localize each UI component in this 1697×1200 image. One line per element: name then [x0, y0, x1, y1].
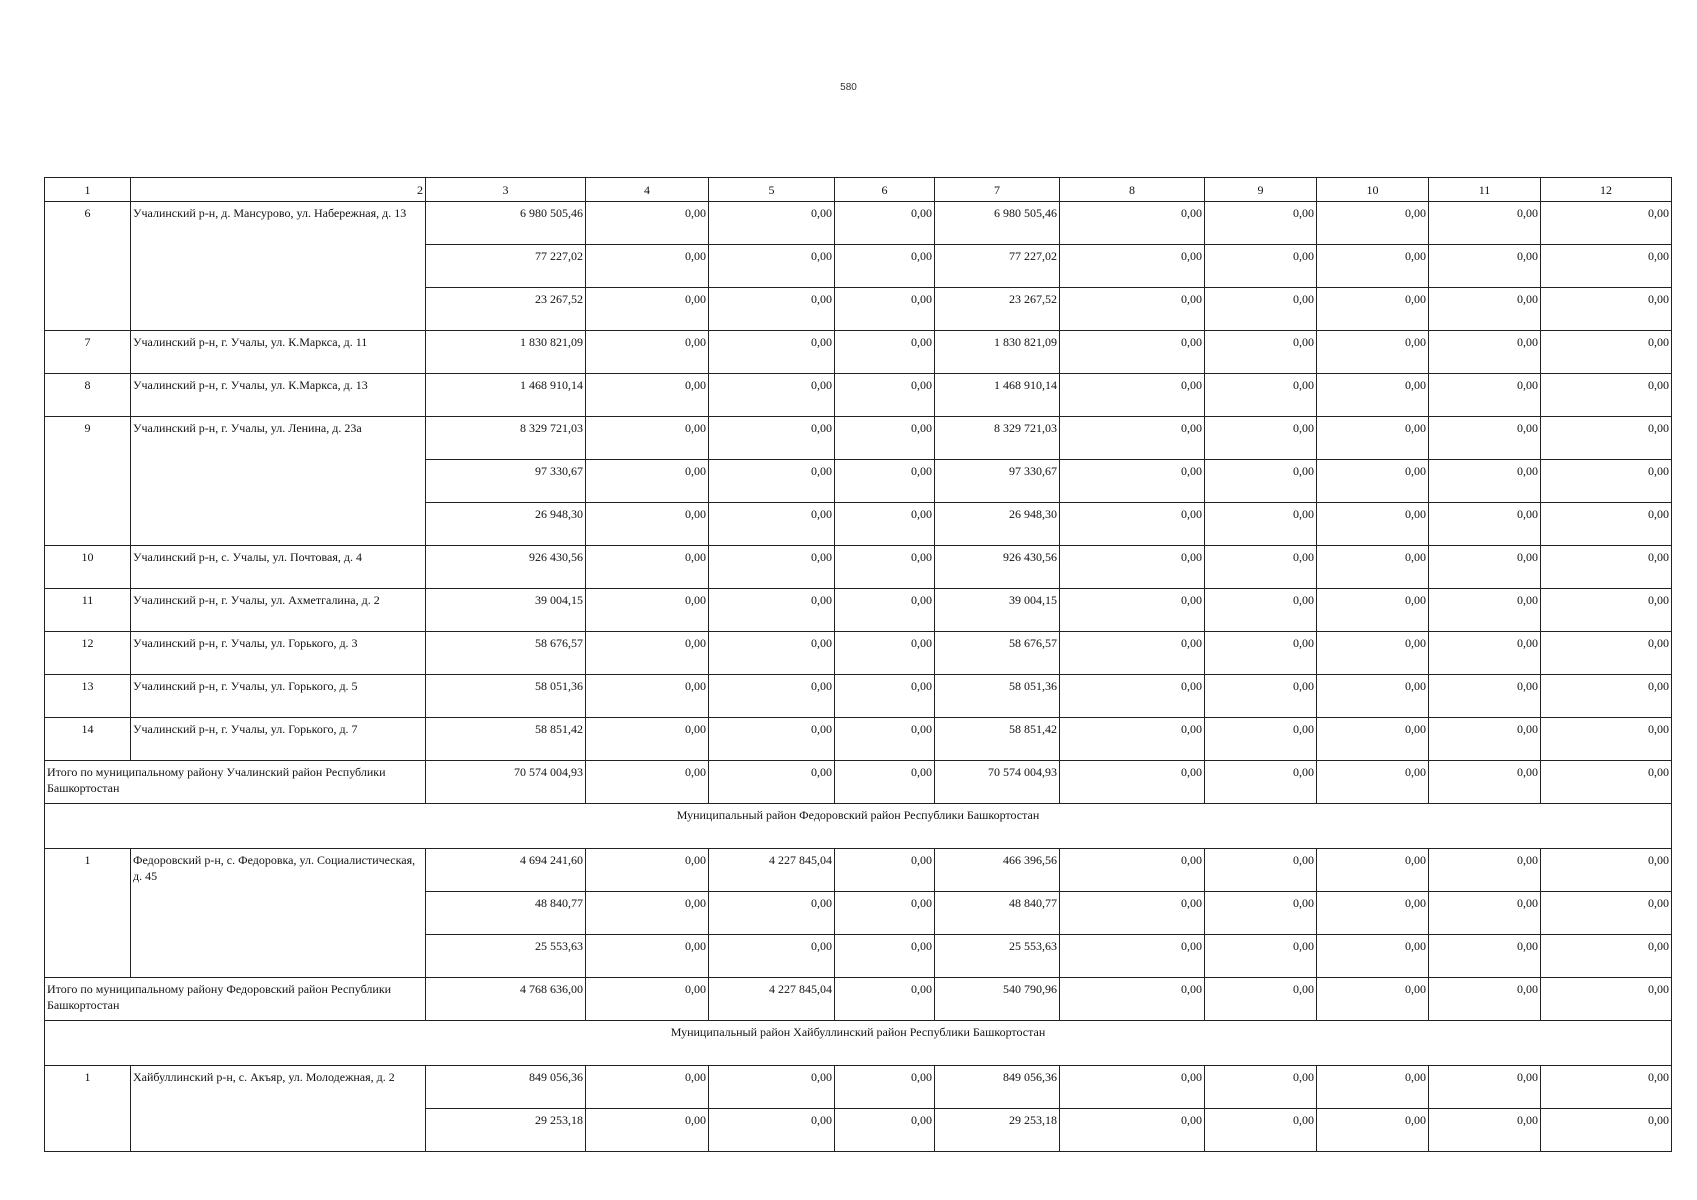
amount-cell: 0,00: [1060, 1066, 1205, 1109]
amount-cell: 0,00: [709, 675, 835, 718]
amount-cell: 0,00: [1541, 675, 1672, 718]
amount-cell: 0,00: [709, 417, 835, 460]
amount-cell: 0,00: [586, 460, 709, 503]
table-row: [45, 718, 1672, 761]
amount-cell: 0,00: [835, 675, 935, 718]
amount-cell: 0,00: [1541, 417, 1672, 460]
section-title: Муниципальный район Хайбуллинский район Республики Башкортостан: [45, 1021, 1672, 1066]
amount-cell: 0,00: [1429, 503, 1541, 546]
amount-cell: 0,00: [1060, 978, 1205, 1021]
object-address: Учалинский р-н, г. Учалы, ул. К.Маркса, д. 11: [131, 331, 426, 374]
amount-cell: 849 056,36: [935, 1066, 1060, 1109]
amount-cell: 0,00: [1541, 892, 1672, 935]
amount-cell: 0,00: [709, 331, 835, 374]
amount-cell: 25 553,63: [935, 935, 1060, 978]
object-address: Учалинский р-н, г. Учалы, ул. К.Маркса, д. 13: [131, 374, 426, 417]
amount-cell: 97 330,67: [426, 460, 586, 503]
amount-cell: 0,00: [1429, 632, 1541, 675]
amount-cell: 0,00: [586, 417, 709, 460]
amount-cell: 0,00: [1317, 417, 1429, 460]
amount-cell: 0,00: [835, 849, 935, 892]
amount-cell: 849 056,36: [426, 1066, 586, 1109]
amount-cell: 0,00: [1060, 546, 1205, 589]
column-header: 4: [586, 178, 709, 202]
column-header: 9: [1205, 178, 1317, 202]
amount-cell: 0,00: [1541, 503, 1672, 546]
amount-cell: 0,00: [1317, 761, 1429, 804]
amount-cell: 0,00: [1060, 935, 1205, 978]
amount-cell: 0,00: [709, 503, 835, 546]
amount-cell: 0,00: [1317, 288, 1429, 331]
amount-cell: 70 574 004,93: [426, 761, 586, 804]
amount-cell: 0,00: [586, 1066, 709, 1109]
object-address: Федоровский р-н, с. Федоровка, ул. Социалистическая, д. 45: [131, 849, 426, 978]
amount-cell: 0,00: [1060, 417, 1205, 460]
amount-cell: 0,00: [1060, 849, 1205, 892]
row-number: 10: [45, 546, 131, 589]
amount-cell: 0,00: [1205, 1109, 1317, 1152]
total-label: Итого по муниципальному району Учалинский район Республики Башкортостан: [45, 761, 426, 804]
row-number: 14: [45, 718, 131, 761]
amount-cell: 97 330,67: [935, 460, 1060, 503]
table-body: [45, 178, 1672, 1152]
amount-cell: 0,00: [835, 374, 935, 417]
amount-cell: 25 553,63: [426, 935, 586, 978]
amount-cell: 0,00: [1060, 761, 1205, 804]
column-header: 10: [1317, 178, 1429, 202]
table-row: [45, 546, 1672, 589]
object-address: Учалинский р-н, с. Учалы, ул. Почтовая, д. 4: [131, 546, 426, 589]
amount-cell: 0,00: [1205, 849, 1317, 892]
amount-cell: 0,00: [835, 935, 935, 978]
amount-cell: 0,00: [835, 417, 935, 460]
amount-cell: 0,00: [835, 761, 935, 804]
total-row: [45, 761, 1672, 804]
row-number: 12: [45, 632, 131, 675]
amount-cell: 0,00: [1205, 632, 1317, 675]
amount-cell: 1 830 821,09: [935, 331, 1060, 374]
amount-cell: 0,00: [1317, 374, 1429, 417]
amount-cell: 4 227 845,04: [709, 849, 835, 892]
amount-cell: 0,00: [586, 288, 709, 331]
data-table: [44, 177, 1672, 1152]
amount-cell: 926 430,56: [426, 546, 586, 589]
amount-cell: 0,00: [586, 1109, 709, 1152]
amount-cell: 0,00: [1317, 675, 1429, 718]
column-header: 5: [709, 178, 835, 202]
amount-cell: 0,00: [1429, 245, 1541, 288]
amount-cell: 1 830 821,09: [426, 331, 586, 374]
table-row: [45, 202, 1672, 245]
amount-cell: 0,00: [835, 460, 935, 503]
amount-cell: 0,00: [709, 202, 835, 245]
amount-cell: 0,00: [1429, 935, 1541, 978]
amount-cell: 0,00: [586, 978, 709, 1021]
amount-cell: 0,00: [709, 892, 835, 935]
amount-cell: 0,00: [1541, 374, 1672, 417]
amount-cell: 23 267,52: [935, 288, 1060, 331]
amount-cell: 0,00: [586, 935, 709, 978]
amount-cell: 1 468 910,14: [426, 374, 586, 417]
amount-cell: 0,00: [835, 978, 935, 1021]
row-number: 11: [45, 589, 131, 632]
amount-cell: 0,00: [1060, 1109, 1205, 1152]
amount-cell: 29 253,18: [426, 1109, 586, 1152]
amount-cell: 0,00: [1205, 546, 1317, 589]
amount-cell: 0,00: [1317, 849, 1429, 892]
amount-cell: 0,00: [835, 288, 935, 331]
amount-cell: 0,00: [586, 374, 709, 417]
header-row: [45, 178, 1672, 202]
page-number: 580: [840, 82, 857, 93]
amount-cell: 58 051,36: [426, 675, 586, 718]
amount-cell: 0,00: [1205, 288, 1317, 331]
amount-cell: 0,00: [1060, 460, 1205, 503]
amount-cell: 0,00: [835, 503, 935, 546]
section-header-row: [45, 804, 1672, 849]
amount-cell: 0,00: [586, 202, 709, 245]
amount-cell: 0,00: [1205, 417, 1317, 460]
amount-cell: 0,00: [586, 546, 709, 589]
amount-cell: 0,00: [1429, 202, 1541, 245]
amount-cell: 0,00: [709, 460, 835, 503]
amount-cell: 0,00: [586, 849, 709, 892]
row-number: 6: [45, 202, 131, 331]
object-address: Учалинский р-н, г. Учалы, ул. Горького, д. 7: [131, 718, 426, 761]
amount-cell: 0,00: [1060, 675, 1205, 718]
amount-cell: 0,00: [1429, 1066, 1541, 1109]
amount-cell: 0,00: [1317, 546, 1429, 589]
amount-cell: 0,00: [1541, 761, 1672, 804]
amount-cell: 48 840,77: [935, 892, 1060, 935]
amount-cell: 23 267,52: [426, 288, 586, 331]
object-address: Хайбуллинский р-н, с. Акъяр, ул. Молодежная, д. 2: [131, 1066, 426, 1152]
amount-cell: 0,00: [835, 632, 935, 675]
amount-cell: 0,00: [1205, 503, 1317, 546]
amount-cell: 0,00: [1541, 546, 1672, 589]
column-header: 8: [1060, 178, 1205, 202]
object-address: Учалинский р-н, г. Учалы, ул. Ленина, д. 23а: [131, 417, 426, 546]
amount-cell: 0,00: [586, 675, 709, 718]
amount-cell: 58 676,57: [426, 632, 586, 675]
amount-cell: 0,00: [1205, 675, 1317, 718]
object-address: Учалинский р-н, г. Учалы, ул. Горького, д. 3: [131, 632, 426, 675]
amount-cell: 4 694 241,60: [426, 849, 586, 892]
amount-cell: 0,00: [835, 1066, 935, 1109]
amount-cell: 0,00: [1429, 460, 1541, 503]
total-row: [45, 978, 1672, 1021]
amount-cell: 0,00: [1429, 288, 1541, 331]
amount-cell: 0,00: [1541, 935, 1672, 978]
amount-cell: 0,00: [1429, 978, 1541, 1021]
amount-cell: 0,00: [1317, 331, 1429, 374]
amount-cell: 0,00: [1317, 589, 1429, 632]
amount-cell: 0,00: [1317, 460, 1429, 503]
object-address: Учалинский р-н, д. Мансурово, ул. Набережная, д. 13: [131, 202, 426, 331]
amount-cell: 0,00: [1541, 202, 1672, 245]
amount-cell: 0,00: [1541, 978, 1672, 1021]
amount-cell: 0,00: [709, 288, 835, 331]
amount-cell: 0,00: [709, 589, 835, 632]
amount-cell: 8 329 721,03: [935, 417, 1060, 460]
amount-cell: 0,00: [1205, 202, 1317, 245]
table-row: [45, 589, 1672, 632]
row-number: 1: [45, 1066, 131, 1152]
amount-cell: 8 329 721,03: [426, 417, 586, 460]
amount-cell: 58 051,36: [935, 675, 1060, 718]
amount-cell: 0,00: [1060, 632, 1205, 675]
amount-cell: 466 396,56: [935, 849, 1060, 892]
amount-cell: 0,00: [586, 503, 709, 546]
row-number: 9: [45, 417, 131, 546]
amount-cell: 0,00: [1317, 632, 1429, 675]
amount-cell: 0,00: [709, 1066, 835, 1109]
amount-cell: 0,00: [1205, 1066, 1317, 1109]
amount-cell: 0,00: [1541, 589, 1672, 632]
amount-cell: 0,00: [835, 1109, 935, 1152]
total-label: Итого по муниципальному району Федоровский район Республики Башкортостан: [45, 978, 426, 1021]
amount-cell: 0,00: [1060, 503, 1205, 546]
amount-cell: 540 790,96: [935, 978, 1060, 1021]
amount-cell: 0,00: [1541, 1066, 1672, 1109]
column-header: 6: [835, 178, 935, 202]
amount-cell: 0,00: [709, 1109, 835, 1152]
table-row: [45, 1066, 1672, 1109]
amount-cell: 0,00: [709, 761, 835, 804]
amount-cell: 0,00: [586, 245, 709, 288]
amount-cell: 0,00: [1317, 718, 1429, 761]
amount-cell: 58 851,42: [426, 718, 586, 761]
amount-cell: 39 004,15: [426, 589, 586, 632]
amount-cell: 0,00: [1429, 374, 1541, 417]
row-number: 1: [45, 849, 131, 978]
amount-cell: 0,00: [1429, 417, 1541, 460]
object-address: Учалинский р-н, г. Учалы, ул. Горького, д. 5: [131, 675, 426, 718]
column-header: 2: [131, 178, 426, 202]
column-header: 1: [45, 178, 131, 202]
amount-cell: 0,00: [1205, 245, 1317, 288]
amount-cell: 0,00: [1317, 202, 1429, 245]
amount-cell: 0,00: [1317, 892, 1429, 935]
amount-cell: 0,00: [1060, 892, 1205, 935]
amount-cell: 0,00: [1205, 935, 1317, 978]
section-header-row: [45, 1021, 1672, 1066]
table-row: [45, 849, 1672, 892]
amount-cell: 0,00: [586, 331, 709, 374]
table-row: [45, 374, 1672, 417]
amount-cell: 0,00: [1429, 546, 1541, 589]
amount-cell: 0,00: [586, 589, 709, 632]
section-title: Муниципальный район Федоровский район Республики Башкортостан: [45, 804, 1672, 849]
amount-cell: 0,00: [1541, 245, 1672, 288]
amount-cell: 0,00: [1317, 245, 1429, 288]
amount-cell: 0,00: [1429, 1109, 1541, 1152]
amount-cell: 0,00: [1060, 374, 1205, 417]
amount-cell: 48 840,77: [426, 892, 586, 935]
amount-cell: 70 574 004,93: [935, 761, 1060, 804]
amount-cell: 0,00: [835, 245, 935, 288]
amount-cell: 0,00: [1541, 632, 1672, 675]
amount-cell: 26 948,30: [426, 503, 586, 546]
column-header: 3: [426, 178, 586, 202]
amount-cell: 0,00: [835, 546, 935, 589]
row-number: 8: [45, 374, 131, 417]
amount-cell: 0,00: [1205, 331, 1317, 374]
amount-cell: 0,00: [835, 718, 935, 761]
amount-cell: 0,00: [1317, 1066, 1429, 1109]
column-header: 7: [935, 178, 1060, 202]
table-row: [45, 417, 1672, 460]
amount-cell: 926 430,56: [935, 546, 1060, 589]
amount-cell: 0,00: [586, 892, 709, 935]
amount-cell: 0,00: [1317, 978, 1429, 1021]
amount-cell: 26 948,30: [935, 503, 1060, 546]
amount-cell: 0,00: [1541, 331, 1672, 374]
amount-cell: 0,00: [586, 632, 709, 675]
amount-cell: 77 227,02: [935, 245, 1060, 288]
amount-cell: 0,00: [1060, 245, 1205, 288]
amount-cell: 0,00: [1317, 503, 1429, 546]
amount-cell: 0,00: [1429, 761, 1541, 804]
amount-cell: 58 676,57: [935, 632, 1060, 675]
amount-cell: 39 004,15: [935, 589, 1060, 632]
amount-cell: 0,00: [1429, 589, 1541, 632]
amount-cell: 6 980 505,46: [426, 202, 586, 245]
amount-cell: 0,00: [1205, 589, 1317, 632]
amount-cell: 0,00: [1060, 589, 1205, 632]
amount-cell: 0,00: [1205, 460, 1317, 503]
amount-cell: 1 468 910,14: [935, 374, 1060, 417]
amount-cell: 0,00: [1429, 675, 1541, 718]
amount-cell: 0,00: [1060, 202, 1205, 245]
amount-cell: 0,00: [835, 202, 935, 245]
amount-cell: 0,00: [835, 331, 935, 374]
amount-cell: 0,00: [1541, 1109, 1672, 1152]
column-header: 11: [1429, 178, 1541, 202]
amount-cell: 0,00: [1205, 978, 1317, 1021]
amount-cell: 0,00: [835, 892, 935, 935]
column-header: 12: [1541, 178, 1672, 202]
amount-cell: 0,00: [1205, 374, 1317, 417]
amount-cell: 0,00: [1541, 460, 1672, 503]
amount-cell: 4 768 636,00: [426, 978, 586, 1021]
amount-cell: 0,00: [586, 761, 709, 804]
amount-cell: 0,00: [709, 374, 835, 417]
amount-cell: 0,00: [1429, 718, 1541, 761]
table-row: [45, 632, 1672, 675]
amount-cell: 0,00: [1205, 761, 1317, 804]
amount-cell: 0,00: [709, 718, 835, 761]
amount-cell: 0,00: [1060, 718, 1205, 761]
amount-cell: 0,00: [1205, 718, 1317, 761]
amount-cell: 0,00: [1541, 288, 1672, 331]
amount-cell: 0,00: [1429, 849, 1541, 892]
amount-cell: 4 227 845,04: [709, 978, 835, 1021]
amount-cell: 0,00: [1060, 288, 1205, 331]
amount-cell: 0,00: [1429, 331, 1541, 374]
amount-cell: 6 980 505,46: [935, 202, 1060, 245]
table-row: [45, 675, 1672, 718]
amount-cell: 0,00: [1541, 718, 1672, 761]
object-address: Учалинский р-н, г. Учалы, ул. Ахметгалина, д. 2: [131, 589, 426, 632]
amount-cell: 29 253,18: [935, 1109, 1060, 1152]
row-number: 7: [45, 331, 131, 374]
table-row: [45, 331, 1672, 374]
amount-cell: 0,00: [1205, 892, 1317, 935]
amount-cell: 58 851,42: [935, 718, 1060, 761]
amount-cell: 0,00: [709, 546, 835, 589]
amount-cell: 0,00: [586, 718, 709, 761]
amount-cell: 0,00: [1317, 1109, 1429, 1152]
amount-cell: 0,00: [709, 245, 835, 288]
amount-cell: 0,00: [709, 632, 835, 675]
amount-cell: 0,00: [1060, 331, 1205, 374]
amount-cell: 0,00: [1429, 892, 1541, 935]
row-number: 13: [45, 675, 131, 718]
amount-cell: 0,00: [1317, 935, 1429, 978]
amount-cell: 0,00: [835, 589, 935, 632]
amount-cell: 77 227,02: [426, 245, 586, 288]
amount-cell: 0,00: [709, 935, 835, 978]
amount-cell: 0,00: [1541, 849, 1672, 892]
